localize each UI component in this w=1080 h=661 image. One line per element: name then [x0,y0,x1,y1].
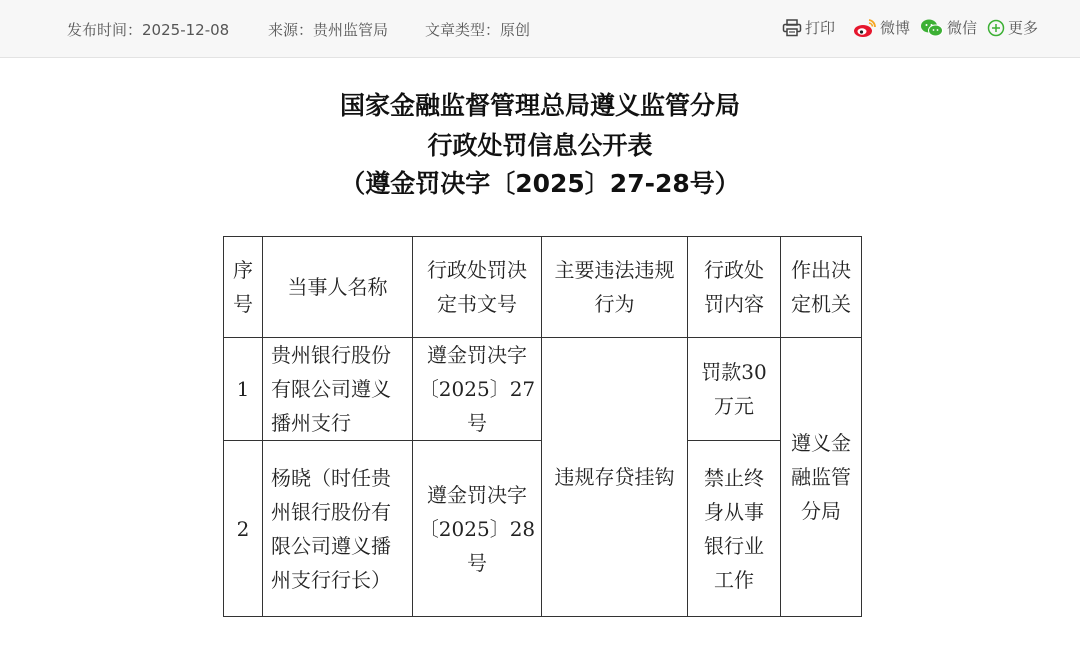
publish-time [67,19,229,40]
article-type-label: 文章类型： [425,21,501,39]
row1-doc-no: 遵金罚决字 〔2025〕27 号 [413,338,542,441]
source-label: 来源： [268,21,314,39]
weibo-label: 微博 [880,19,911,37]
header-seq: 序 号 [224,237,263,338]
page-title-line3: （遵金罚决字〔2025〕27-28号） [340,169,740,198]
more-label: 更多 [1008,19,1039,37]
wechat-label: 微信 [947,19,978,37]
weibo-icon [853,18,877,38]
penalty-info-table [223,236,862,617]
header-party-name: 当事人名称 [263,237,413,338]
page-title-line2: 行政处罚信息公开表 [427,131,653,160]
header-penalty-content: 行政处 罚内容 [688,237,781,338]
row2-penalty: 禁止终 身从事 银行业 工作 [688,441,781,617]
weibo-share-button[interactable] [853,17,910,38]
table-header-row [224,237,862,338]
shared-authority: 遵义金 融监管 分局 [781,338,862,617]
article-type-value: 原创 [500,21,531,39]
header-decision-authority: 作出决 定机关 [781,237,862,338]
table-row [224,338,862,441]
publish-time-value: 2025-12-08 [142,21,230,39]
header-decision-doc-no: 行政处罚决 定书文号 [413,237,542,338]
wechat-share-button[interactable] [920,17,977,38]
row2-party-name: 杨晓（时任贵 州银行股份有 限公司遵义播 州支行行长） [263,441,413,617]
row1-party-name: 贵州银行股份 有限公司遵义 播州支行 [263,338,413,441]
more-share-button[interactable] [987,17,1038,38]
shared-violation: 违规存贷挂钩 [542,338,688,617]
article-meta-bar [0,0,1080,58]
publish-time-label: 发布时间： [67,21,143,39]
printer-icon [782,19,802,37]
row2-seq: 2 [224,441,263,617]
source [268,19,388,40]
source-value: 贵州监管局 [313,21,389,39]
print-label: 打印 [805,19,836,37]
article-type [425,19,530,40]
plus-circle-icon [987,19,1005,37]
wechat-icon [920,18,944,38]
row2-doc-no: 遵金罚决字 〔2025〕28 号 [413,441,542,617]
page-title-line1: 国家金融监督管理总局遵义监管分局 [339,91,740,120]
row1-penalty: 罚款30 万元 [688,338,781,441]
print-button[interactable] [782,17,835,38]
row1-seq: 1 [224,338,263,441]
header-violation: 主要违法违规 行为 [542,237,688,338]
